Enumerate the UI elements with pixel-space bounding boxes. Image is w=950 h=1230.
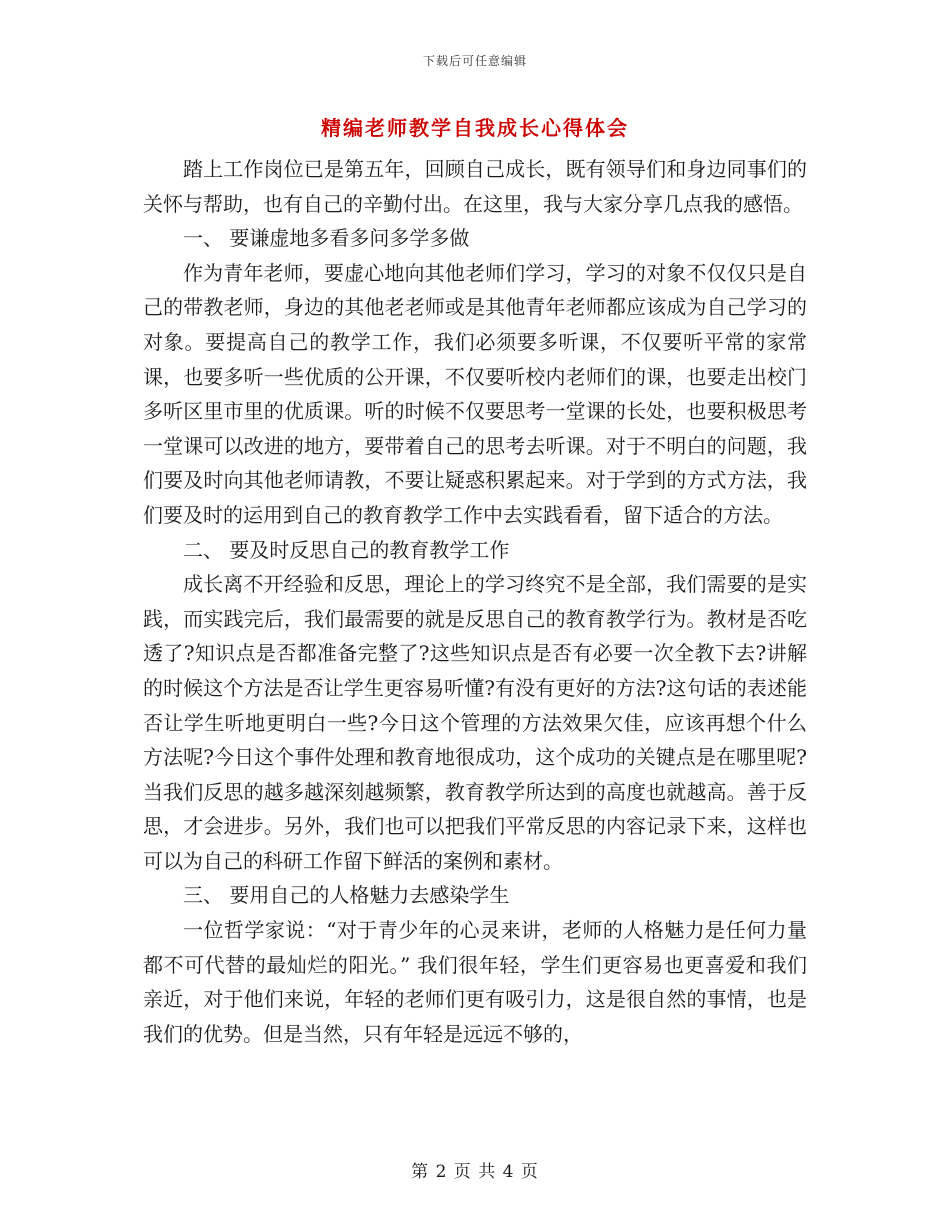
- paragraph-section-2: 成长离不开经验和反思，理论上的学习终究不是全部，我们需要的是实践，而实践完后，我们最需要的就是反思自己的教育教学行为。教材是否吃透了?知识点是否都准备完整了?这些知识点是否有必要一次全教下去?讲解的时候这个方法是否让学生更容易听懂?有没有更好的方法?这句话的表述能否让学生听地更明白一些?今日这个管理的方法效果欠佳，应该再想个什么方法呢?今日这个事件处理和教育地很成功，这个成功的关键点是在哪里呢?当我们反思的越多越深刻越频繁，教育教学所达到的高度也就越高。善于反思，才会进步。另外，我们也可以把我们平常反思的内容记录下来，这样也可以为自己的科研工作留下鲜活的案例和素材。: [143, 572, 807, 873]
- section-heading-1: 一、 要谦虚地多看多问多学多做: [183, 226, 470, 251]
- section-heading-3: 三、 要用自己的人格魅力去感染学生: [183, 883, 510, 908]
- document-body: [143, 152, 807, 1051]
- section-heading-2: 二、 要及时反思自己的教育教学工作: [183, 537, 510, 562]
- paragraph-intro: 踏上工作岗位已是第五年，回顾自己成长，既有领导们和身边同事们的关怀与帮助，也有自己的辛勤付出。在这里，我与大家分享几点我的感悟。: [143, 157, 807, 216]
- paragraph-section-3: 一位哲学家说：“对于青少年的心灵来讲，老师的人格魅力是任何力量都不可代替的最灿烂的阳光。” 我们很年轻，学生们更容易也更喜爱和我们亲近，对于他们来说，年轻的老师们更有吸引力，这是很自然的事情，也是我们的优势。但是当然，只有年轻是远远不够的，: [143, 918, 807, 1046]
- header-note: 下载后可任意编辑: [422, 54, 527, 68]
- document-title: 精编老师教学自我成长心得体会: [321, 116, 629, 140]
- page-number-footer: 第 2 页 共 4 页: [411, 1162, 539, 1182]
- paragraph-section-1: 作为青年老师，要虚心地向其他老师们学习，学习的对象不仅仅只是自己的带教老师，身边的其他老老师或是其他青年老师都应该成为自己学习的对象。要提高自己的教学工作，我们必须要多听课，不仅要听平常的家常课，也要多听一些优质的公开课，不仅要听校内老师们的课，也要走出校门多听区里市里的优质课。听的时候不仅要思考一堂课的长处，也要积极思考一堂课可以改进的地方，要带着自己的思考去听课。对于不明白的问题，我们要及时向其他老师请教，不要让疑惑积累起来。对于学到的方式方法，我们要及时的运用到自己的教育教学工作中去实践看看，留下适合的方法。: [143, 260, 807, 527]
